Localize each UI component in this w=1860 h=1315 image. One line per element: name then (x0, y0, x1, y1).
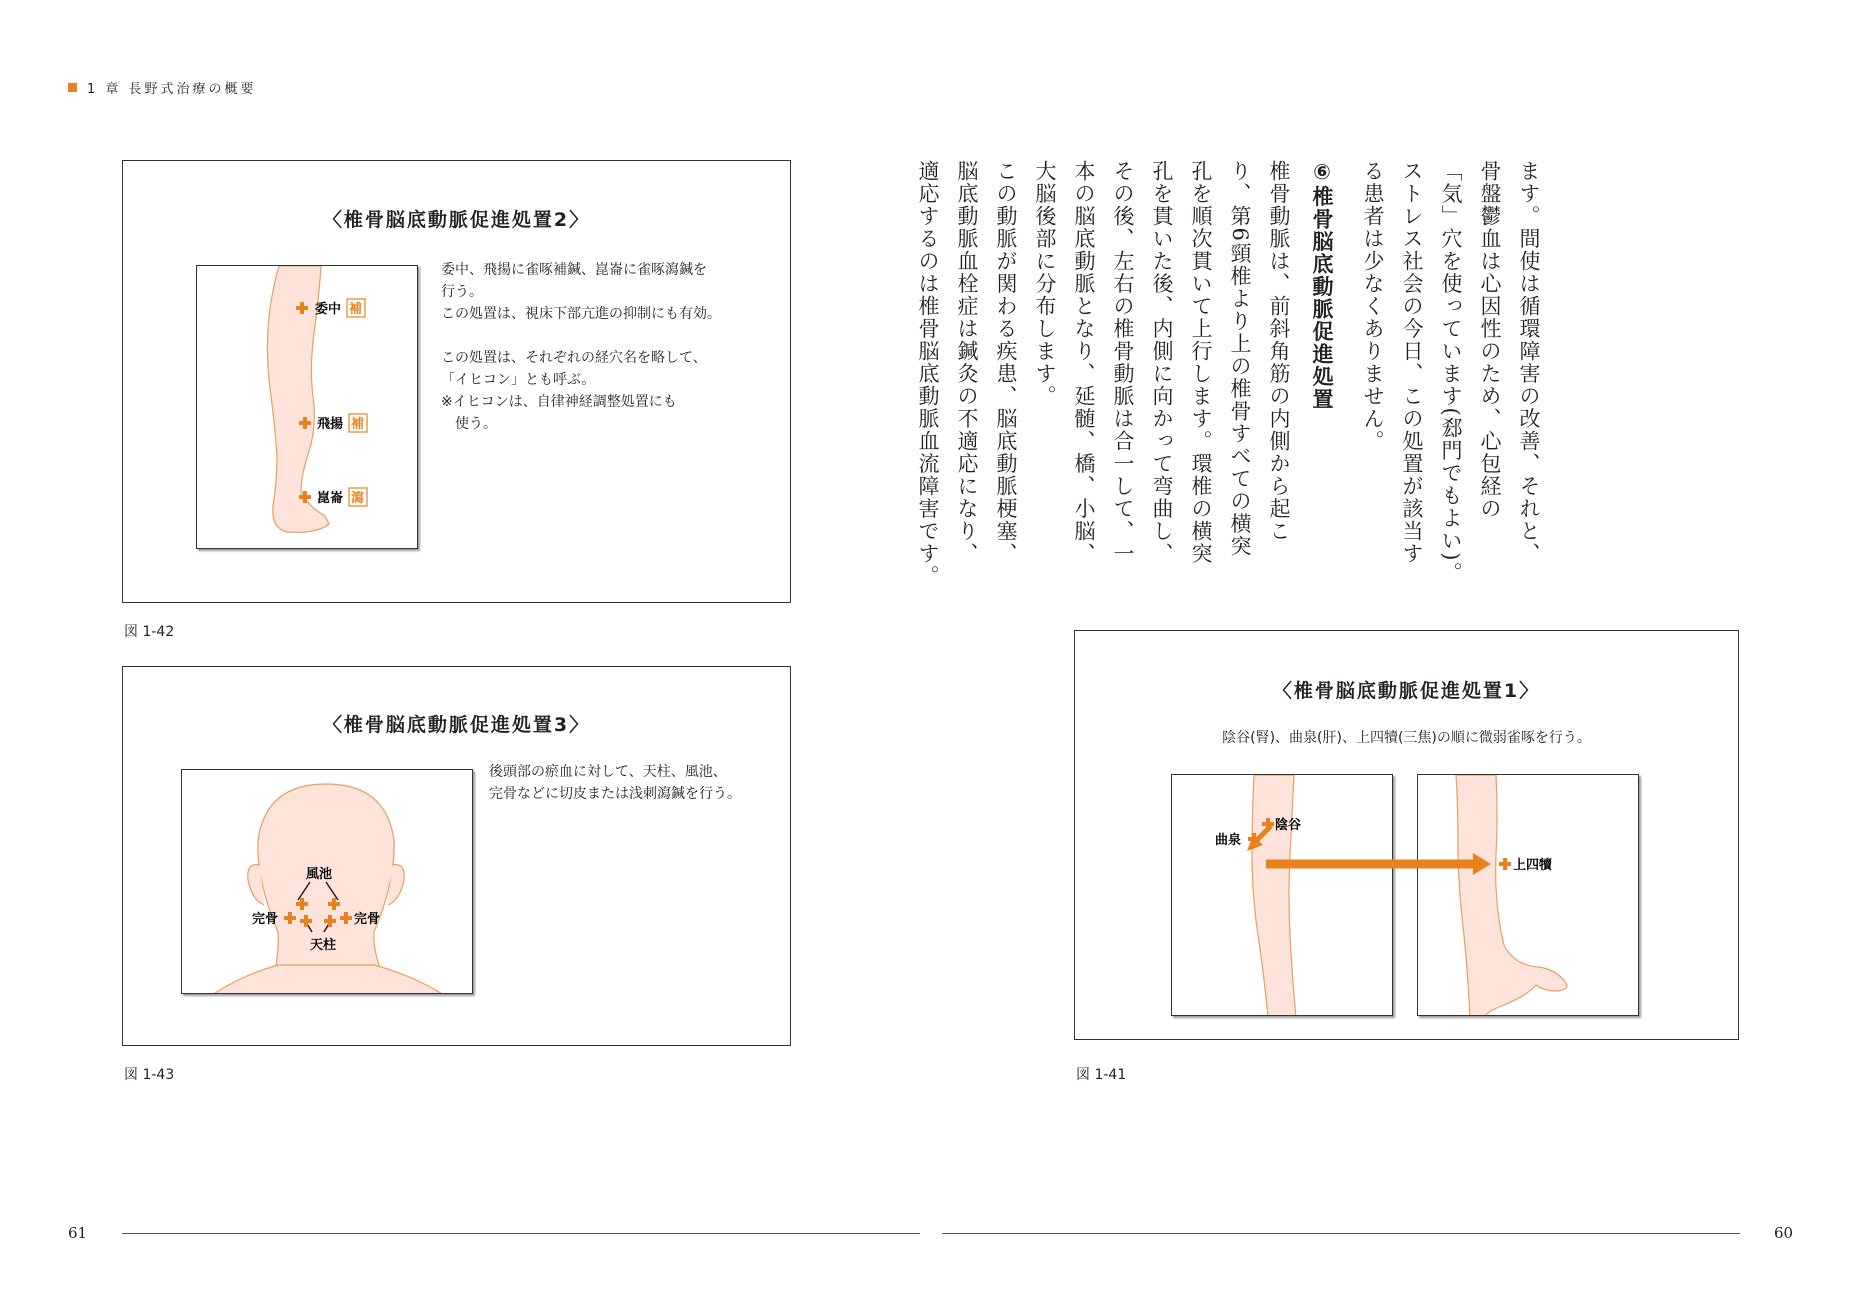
figure-description: 陰谷(腎)、曲泉(肝)、上四犢(三焦)の順に微弱雀啄を行う。 (1222, 730, 1591, 746)
figure-1-43 (122, 666, 791, 1046)
desc-line: 使う。 (441, 416, 497, 432)
text-line: ストレス社会の今日、この処置が該当す (1400, 160, 1424, 565)
header-marker-icon (68, 83, 77, 92)
desc-line: ※イヒコンは、自律神経調整処置にも (441, 394, 677, 410)
text-line: ます。間使は循環障害の改善、それと、 (1517, 160, 1541, 565)
text-line: る患者は少なくありません。 (1361, 160, 1385, 453)
point-label: 曲泉 (1215, 833, 1242, 848)
text-line: り、第6頸椎より上の椎骨すべての横突 (1228, 160, 1252, 558)
point-label: 飛揚 (317, 417, 344, 432)
page-number-left: 61 (68, 1224, 88, 1242)
figure-title: 〈椎骨脳底動脈促進処置1〉 (1272, 680, 1541, 702)
point-label: 委中 (315, 302, 342, 317)
head-back-drawing (182, 770, 473, 994)
figure-caption: 図 1-41 (1076, 1067, 1127, 1083)
desc-line: この処置は、視床下部亢進の抑制にも有効。 (441, 306, 721, 322)
figure-caption: 図 1-43 (124, 1067, 175, 1083)
desc-line (441, 325, 781, 347)
chapter-title: 1 章 長野式治療の概要 (87, 82, 257, 97)
figure-caption: 図 1-42 (124, 624, 175, 640)
figure-1-41 (1074, 630, 1739, 1040)
text-line: 骨盤鬱血は心因性のため、心包経の (1478, 160, 1502, 520)
desc-line: 「イヒコン」とも呼ぶ。 (441, 372, 596, 388)
text-line: この動脈が関わる疾患、脳底動脈梗塞、 (994, 160, 1018, 565)
text-line: 椎骨動脈は、前斜角筋の内側から起こ (1267, 160, 1291, 543)
point-label: 天柱 (310, 938, 337, 953)
figure-description (441, 259, 781, 435)
point-label: 陰谷 (1275, 818, 1302, 833)
body-text (908, 160, 1548, 620)
point-cross-icon (1499, 858, 1511, 870)
text-line: 本の脳底動脈となり、延髄、橋、小脳、 (1072, 160, 1096, 565)
point-tag: 補 (349, 302, 363, 317)
text-line: 孔を貫いた後、内側に向かって弯曲し、 (1150, 160, 1174, 565)
text-line: 孔を順次貫いて上行します。環椎の横突 (1189, 160, 1213, 565)
page-number-right: 60 (1774, 1224, 1794, 1242)
head-illustration (181, 769, 473, 994)
point-label: 風池 (306, 867, 333, 882)
figure-1-42 (122, 160, 791, 603)
desc-line: この処置は、それぞれの経穴名を略して、 (441, 350, 707, 366)
arrowhead-icon (1473, 853, 1491, 875)
figure-title: 〈椎骨脳底動脈促進処置2〉 (322, 209, 591, 231)
point-label: 完骨 (354, 912, 381, 927)
point-label: 上四犢 (1513, 858, 1553, 873)
figure-description (489, 761, 789, 805)
point-label: 完骨 (252, 912, 279, 927)
desc-line: 委中、飛揚に雀啄補鍼、崑崙に雀啄瀉鍼を (441, 262, 707, 278)
text-line: その後、左右の椎骨動脈は合一して、一 (1111, 160, 1135, 565)
leg-back-drawing (197, 266, 418, 549)
section-heading: ⑥椎骨脳底動脈促進処置 (1310, 160, 1334, 411)
point-tag: 補 (351, 417, 365, 432)
point-tag: 瀉 (351, 491, 365, 506)
text-line: 大脳後部に分布します。 (1033, 160, 1057, 408)
figure-title: 〈椎骨脳底動脈促進処置3〉 (322, 714, 591, 736)
figure-overlay (1075, 631, 1740, 1041)
text-line: 脳底動脈血栓症は鍼灸の不適応になり、 (955, 160, 979, 565)
point-label: 崑崙 (317, 491, 344, 506)
footer-rule-left (122, 1233, 920, 1234)
footer-rule-right (942, 1233, 1740, 1234)
desc-line: 後頭部の瘀血に対して、天柱、風池、 (489, 764, 727, 780)
desc-line: 行う。 (441, 284, 483, 300)
text-line: 「気」穴を使っています(郄門でもよい)。 (1439, 160, 1463, 585)
leg-illustration (196, 265, 418, 549)
desc-line: 完骨などに切皮または浅刺瀉鍼を行う。 (489, 786, 741, 802)
text-line: 適応するのは椎骨脳底動脈血流障害です。 (916, 160, 940, 588)
running-header (68, 78, 257, 97)
